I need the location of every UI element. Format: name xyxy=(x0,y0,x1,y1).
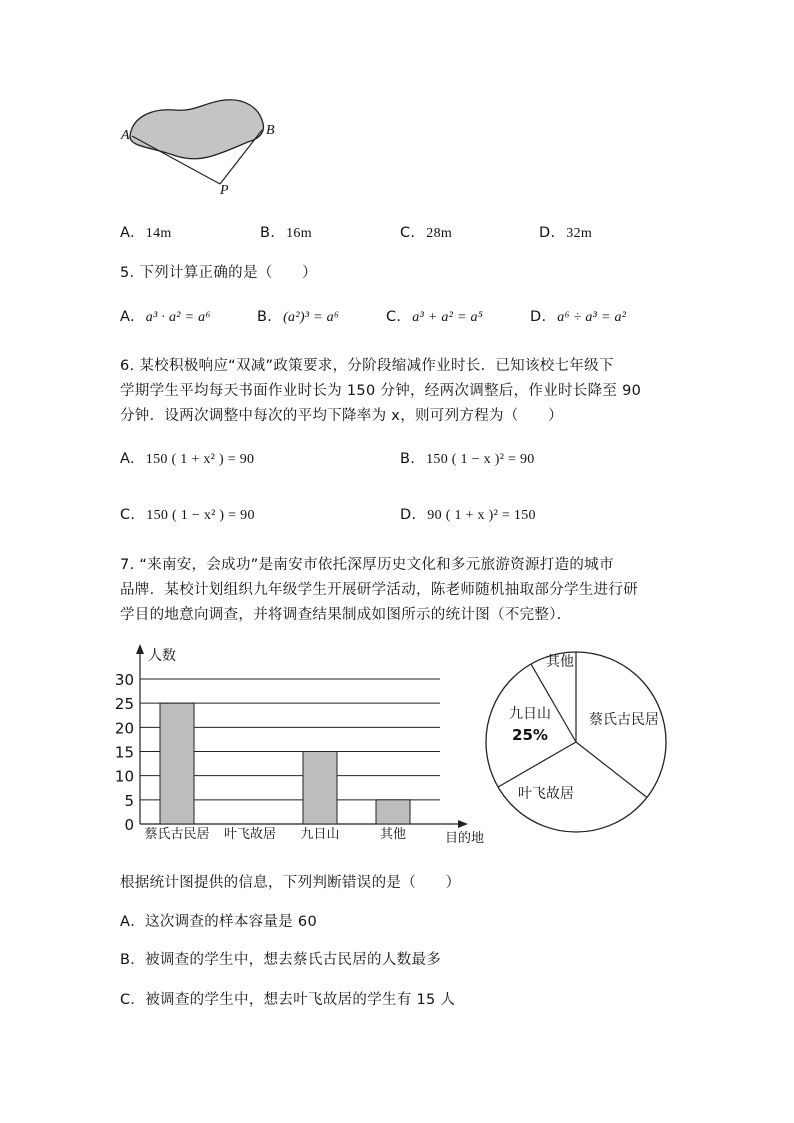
option-letter: C. xyxy=(120,507,136,523)
option-value: 14m xyxy=(145,226,172,241)
pie-label: 九日山 xyxy=(509,706,551,722)
option-letter: D. xyxy=(539,225,556,241)
option-value: 16m xyxy=(286,226,312,241)
x-tick-label: 叶飞故居 xyxy=(223,827,277,842)
q6-option-b[interactable] xyxy=(400,451,535,468)
pie-label: 其他 xyxy=(546,654,574,670)
q6-option-c[interactable] xyxy=(120,507,255,524)
bar xyxy=(303,752,337,825)
q5-option-b[interactable] xyxy=(257,309,339,326)
q7-stem-line-1: 7. “来南安，会成功”是南安市依托深厚历史文化和多元旅游资源打造的城市 xyxy=(120,557,614,573)
q4-option-a[interactable] xyxy=(120,225,172,242)
option-letter: C. xyxy=(400,225,416,241)
pie-chart xyxy=(478,640,678,840)
bar-chart xyxy=(110,642,490,852)
option-value: 32m xyxy=(566,226,593,241)
option-letter: B. xyxy=(260,225,276,241)
option-expr: 150 ( 1 − x )² = 90 xyxy=(426,452,535,467)
option-letter: B. xyxy=(257,309,273,325)
pie-label: 叶飞故居 xyxy=(518,786,574,802)
q6-stem-line-1: 6. 某校积极响应“双减”政策要求，分阶段缩减作业时长．已知该校七年级下 xyxy=(120,358,614,374)
bar xyxy=(160,703,194,824)
q4-option-d[interactable] xyxy=(539,225,592,242)
x-tick-label: 蔡氏古民居 xyxy=(144,827,210,842)
option-expr: a⁶ ÷ a³ = a² xyxy=(557,310,627,325)
lake-figure xyxy=(110,90,300,205)
option-expr: 150 ( 1 − x² ) = 90 xyxy=(146,508,255,523)
y-tick-label: 0 xyxy=(124,816,134,834)
q5-option-d[interactable] xyxy=(530,309,626,326)
x-axis-label: 目的地 xyxy=(445,831,485,846)
q5-option-a[interactable] xyxy=(120,309,211,326)
q7-option-a[interactable]: A．这次调查的样本容量是 60 xyxy=(120,914,317,930)
y-tick-label: 5 xyxy=(124,791,134,810)
option-expr: a³ + a² = a⁵ xyxy=(412,310,484,325)
option-expr: a³ · a² = a⁶ xyxy=(145,310,211,325)
y-tick-label: 20 xyxy=(114,719,134,738)
option-letter: D. xyxy=(400,507,417,523)
bar xyxy=(376,800,410,824)
y-tick-label: 25 xyxy=(114,695,134,714)
option-letter: D. xyxy=(530,309,547,325)
x-axis-arrow xyxy=(458,820,468,828)
q6-option-a[interactable] xyxy=(120,451,254,468)
option-letter: A. xyxy=(120,451,135,467)
q6-stem-line-3: 分钟．设两次调整中每次的平均下降率为 x，则可列方程为（ ） xyxy=(120,408,563,424)
q5-stem: 5. 下列计算正确的是（ ） xyxy=(120,265,317,281)
x-tick-label: 九日山 xyxy=(300,827,340,842)
option-letter: C. xyxy=(386,309,402,325)
point-p-label: P xyxy=(220,183,229,198)
q7-option-c[interactable]: C．被调查的学生中，想去叶飞故居的学生有 15 人 xyxy=(120,992,456,1008)
option-expr: 150 ( 1 + x² ) = 90 xyxy=(145,452,255,467)
option-letter: A. xyxy=(120,309,135,325)
point-b-label: B xyxy=(266,123,275,138)
option-letter: A. xyxy=(120,225,135,241)
q6-stem-line-2: 学期学生平均每天书面作业时长为 150 分钟，经两次调整后，作业时长降至 90 xyxy=(120,383,642,399)
y-axis-arrow xyxy=(136,644,144,654)
q4-option-b[interactable] xyxy=(260,225,312,242)
q7-stem-line-3: 学目的地意向调查，并将调查结果制成如图所示的统计图（不完整）． xyxy=(120,607,572,623)
y-tick-label: 10 xyxy=(114,767,134,786)
y-tick-label: 15 xyxy=(114,743,134,762)
q6-option-d[interactable] xyxy=(400,507,536,524)
pie-data-label: 25% xyxy=(512,726,548,744)
option-expr: (a²)³ = a⁶ xyxy=(283,310,340,325)
q7-stem-line-2: 品牌．某校计划组织九年级学生开展研学活动，陈老师随机抽取部分学生进行研 xyxy=(120,582,638,598)
q7-option-b[interactable]: B．被调查的学生中，想去蔡氏古民居的人数最多 xyxy=(120,952,442,968)
q4-option-c[interactable] xyxy=(400,225,452,242)
q7-question: 根据统计图提供的信息，下列判断错误的是（ ） xyxy=(120,875,461,891)
option-value: 28m xyxy=(426,226,453,241)
x-tick-label: 其他 xyxy=(379,827,407,842)
y-axis-label: 人数 xyxy=(148,648,176,664)
option-expr: 90 ( 1 + x )² = 150 xyxy=(427,508,536,523)
pie-label: 蔡氏古民居 xyxy=(589,712,659,728)
y-tick-label: 30 xyxy=(114,671,134,689)
option-letter: B. xyxy=(400,451,416,467)
point-a-label: A xyxy=(121,128,130,143)
q5-option-c[interactable] xyxy=(386,309,483,326)
lake-shape xyxy=(130,100,263,159)
